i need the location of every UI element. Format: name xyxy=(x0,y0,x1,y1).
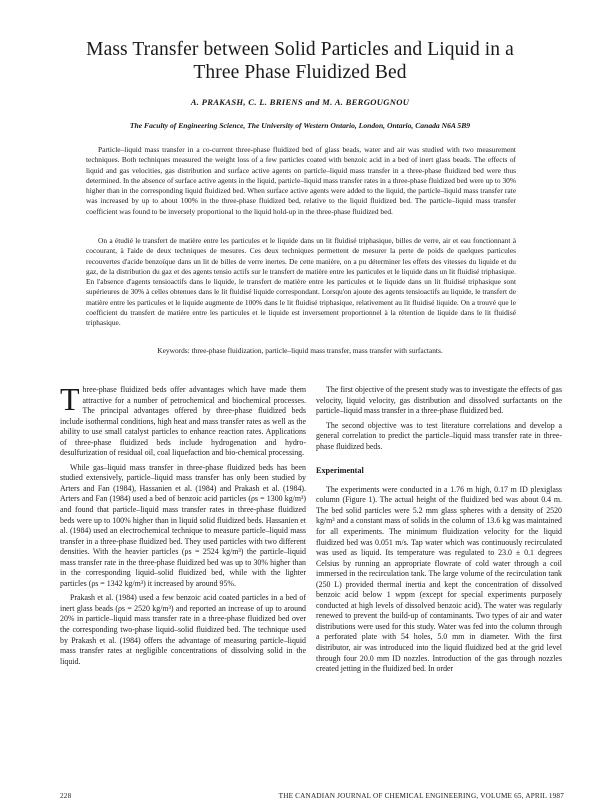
keywords-line: Keywords: three-phase fluidization, particle–liquid mass transfer, mass transfer with surfactants. xyxy=(157,346,443,355)
journal-footer: THE CANADIAN JOURNAL OF CHEMICAL ENGINEERING, VOLUME 65, APRIL 1987 xyxy=(278,792,564,800)
intro-paragraph xyxy=(60,381,306,459)
paper-title xyxy=(40,38,560,84)
section-heading-experimental: Experimental xyxy=(316,466,364,476)
intro-paragraph-text: hree-phase fluidized beds offer advantages which have made them attractive for a number of petrochemical and biochemical processes. The principal advantages offered by three-phase fluidized beds include isothermal conditions, high heat and mass transfer rates as well as the ability to use small catalyst particles to enhance reaction rates. Applications of three-phase fluidized beds include hydrogenation and hydro-desulfurization of residual oil, coal liquefaction and bio-chemical processing. xyxy=(60,385,306,458)
body-paragraph: The first objective of the present study was to investigate the effects of gas velocity, liquid velocity, gas distribution and dissolved surfactants on the particle–liquid mass transfer in a three-phase fluidized bed. xyxy=(316,385,562,416)
body-paragraph: Prakash et al. (1984) used a few benzoic acid coated particles in a bed of inert glass beads (ρs = 2520 kg/m³) and reported an increase of up to around 20% in particle–liquid mass transfer rate in a three-phase fluidized bed over the corresponding two-phase liquid–solid fluidized bed. The technique used by Prakash et al. (1984) offers the advantage of measuring particle–liquid mass transfer rates at negligible concentrations of dissolving solid in the liquid. xyxy=(60,593,306,666)
abstract-french: On a étudié le transfert de matière entre les particules et le liquide dans un lit fluidisé triphasique, billes de verre, air et eau fonctionnant à cocourant, à l'aide de deux techniques de mesures. Ces deux techniques permettent de mesurer la perte de poids de quelques particules recouvertes d'acide benzoïque dans un lit de billes de verre inertes. De cette manière, on a pu déterminer les effets des vitesses du liquide et du gaz, de la distribution du gaz et des agents tensio actifs sur le transfert de matière entre les particules et le liquide dans un lit fluidisé triphasique. En l'absence d'agents tensioactifs dans le liquide, le transfert de matière entre les particules et le liquide dans un lit fluidisé triphasique sont supérieures de 30% à celles obtenues dans le lit fluidisé liquide correspondant. Lorsqu'on ajoute des agents tensioactifs au liquide, le transfert de matière entre les particules et le liquide augmente de 100% dans le lit fluidisé triphasique, relativement au lit fluidisé liquide. On a trouvé que le coefficient du transfert de matière entre les particules et le liquide est inversement proportionnel à la rétention de liquide dans le lit fluidisé triphasique. xyxy=(86,236,516,328)
page-number: 228 xyxy=(60,792,72,800)
body-paragraph: While gas–liquid mass transfer in three-phase fluidized beds has been studied extensively, particle–liquid mass transfer has only been studied by Arters and Fan (1984), Hassanien et al. (1984) and Prakash et al. (1984). Arters and Fan (1984) used a bed of benzoic acid particles (ρs = 1300 kg/m³) and found that particle–liquid mass transfer rates in three-phase fluidized beds were up to 100% higher than in liquid solid fluidized beds. Hassanien et al. (1984) used an electrochemical technique to measure particle–liquid mass transfer in a three-phase fluidized bed. They used particles with two different densities. With the heavier particles (ρs = 2524 kg/m³) the particle–liquid mass transfer rate in the three-phase fluidized bed was up to 30% higher than in the corresponding liquid–solid fluidized bed, while with the lighter particles (ρs = 1342 kg/m³) it increased by around 95%. xyxy=(60,462,306,588)
abstract-english: Particle–liquid mass transfer in a co-current three-phase fluidized bed of glass beads, water and air was studied with two measurement techniques. Both techniques measured the weight loss of a few particles coated with benzoic acid in a bed of inert glass beads. The effects of liquid and gas velocities, gas distribution and surface active agents on particle–liquid mass transfer in a three-phase fluidized bed were thus determined. In the absence of surface active agents in the liquid, particle–liquid mass transfer rates in a three-phase fluidized bed were up to 30% higher than in the corresponding liquid fluidized bed. When surface active agents were added to the liquid, the particle–liquid mass transfer rate was increased by up to about 100% in the three-phase fluidized bed, relative to the liquid fluidized bed. The particle–liquid mass transfer coefficient was found to be inversely proportional to the liquid hold-up in the three-phase fluidized bed. xyxy=(86,145,516,216)
drop-cap-letter: T xyxy=(60,381,80,417)
author-affiliation: The Faculty of Engineering Science, The University of Western Ontario, London, Ontario, Canada N6A 5B9 xyxy=(129,121,471,130)
body-paragraph: The experiments were conducted in a 1.76 m high, 0.17 m ID plexiglass column (Figure 1). The actual height of the fluidized bed was about 0.4 m. The bed solid particles were 5.2 mm glass spheres with a density of 2520 kg/m³ and a constant mass of solids in the column of 13.6 kg was maintained for all experiments. The minimum fluidization velocity for the liquid fluidized bed was 0.051 m/s. Tap water which was continuously recirculated was used as liquid. Its temperature was regulated to 23.0 ± 0.1 degrees Celsius by running an appropriate flowrate of cold water through a coil immersed in the recirculation tank. The large volume of the recirculation tank (250 L) provided thermal inertia and kept the concentration of dissolved benzoic acid below 1 wppm (except for special experiments purposely conducted at high levels of dissolved benzoic acid). The water was regularly renewed to prevent the build-up of contaminants. Two types of air and water distributions were used for this study. Water was fed into the column through a perforated plate with 54 holes, 5.0 mm in diameter. With the first distributor, air was introduced into the liquid fluidized bed at the grid level through four 20.0 mm ID nozzles. Introduction of the gas through nozzles created jetting in the fluidized bed. In order xyxy=(316,484,562,674)
title-line-2: Three Phase Fluidized Bed xyxy=(193,62,407,83)
body-paragraph: The second objective was to test literature correlations and develop a general correlation to predict the particle–liquid mass transfer rate in three-phase fluidized beds. xyxy=(316,420,562,451)
title-line-1: Mass Transfer between Solid Particles and Liquid in a xyxy=(86,39,514,60)
left-text-column xyxy=(60,381,306,667)
author-list: A. PRAKASH, C. L. BRIENS and M. A. BERGOUGNOU xyxy=(190,97,410,107)
right-text-column xyxy=(316,385,562,675)
